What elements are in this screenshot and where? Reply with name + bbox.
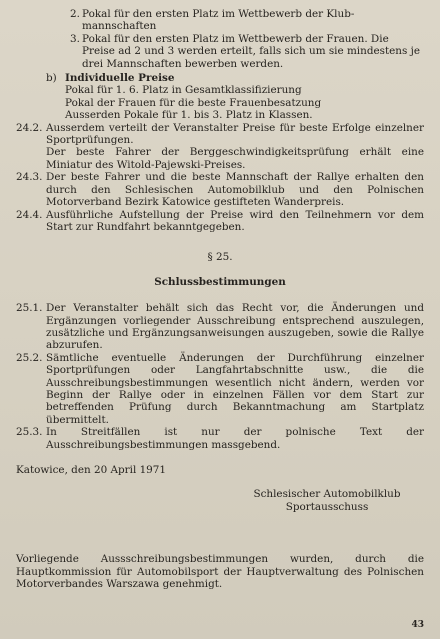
section-text: Der beste Fahrer der Berggeschwindigkeitsprüfung erhält eine Miniatur des Witold-Pajewski-Preises.	[46, 146, 424, 171]
section-25-list	[16, 302, 424, 451]
individual-prize-line: Ausserden Pokale für 1. bis 3. Platz in Klassen.	[65, 109, 313, 122]
signature-committee: Sportausschuss	[285, 500, 369, 513]
pokal-item-3	[70, 33, 424, 70]
section-25-1	[16, 302, 424, 352]
section-number: 24.3.	[16, 171, 43, 184]
individual-prizes-title: Individuelle Preise	[65, 72, 175, 85]
individual-prizes-lines	[65, 84, 424, 121]
section-text: Der Veranstalter behält sich das Recht vor, die Änderungen und Ergänzungen vorliegender Ausschreibung entsprechend auszulegen, zusätzliche und Ergänzungsanweisungen auszugeben, sowie die Rallye abzurufen.	[46, 302, 424, 352]
pokal-list	[70, 8, 424, 70]
pokal-item-text: Pokal für den ersten Platz im Wettbewerb der Frauen. Die Preise ad 2 und 3 werden erteilt, falls sich um sie mindestens je drei Mannschaften bewerben werden.	[82, 32, 420, 70]
section-number	[16, 146, 46, 171]
section-25-3	[16, 426, 424, 451]
section-24-4	[16, 209, 424, 234]
document-body	[16, 8, 424, 590]
section-25-2	[16, 352, 424, 426]
section-text: Der beste Fahrer und die beste Mannschaft der Rallye erhalten den durch den Schlesischen Automobilklub und den Polnischen Motorverband Bezirk Katowice gestifteten Wanderpreis.	[46, 171, 424, 209]
section-text: Ausserdem verteilt der Veranstalter Preise für beste Erfolge einzelner Sportprüfungen.	[46, 121, 424, 147]
individual-prizes-heading	[46, 72, 424, 84]
section-24-3	[16, 171, 424, 208]
section-number: 25.2.	[16, 351, 43, 364]
section-number: 24.4.	[16, 208, 43, 221]
signature-organization: Schlesischer Automobilklub	[253, 488, 401, 501]
individual-prize-line: Pokal für 1. 6. Platz in Gesamtklassifizierung	[65, 84, 302, 97]
section-text: Sämtliche eventuelle Änderungen der Durchführung einzelner Sportprüfungen oder Langfahrtabschnitte usw., die die Ausschreibungsbestimmungen wesentlich nicht ändern, werden vor Beginn der Rallye oder in einzelnen Fällen vor dem Start zur betreffenden Prüfung durch Bekanntmachung am Startplatz übermittelt.	[46, 351, 424, 426]
section-text: Ausführliche Aufstellung der Preise wird den Teilnehmern vor dem Start zur Rundfahrt bekanntgegeben.	[46, 208, 424, 233]
pokal-item-text: Pokal für den ersten Platz im Wettbewerb der Klub-mannschaften	[82, 8, 355, 33]
pokal-item-2	[70, 8, 424, 33]
section-number: 25.3.	[16, 426, 43, 439]
pokal-item-number: 3.	[70, 32, 80, 45]
section-24-2	[16, 122, 424, 147]
page-number: 43	[411, 620, 424, 630]
approval-note: Vorliegende Aussschreibungsbestimmungen wurden, durch die Hauptkommission für Automobilsport der Hauptverwaltung des Polnischen Motorverbandes Warszawa genehmigt.	[16, 553, 424, 591]
paragraph-heading: Schlussbestimmungen	[154, 275, 286, 288]
section-24-2-continued	[16, 146, 424, 171]
section-number: 24.2.	[16, 121, 43, 134]
individual-prizes-label: b)	[46, 72, 57, 85]
section-text: In Streitfällen ist nur der polnische Text der Ausschreibungsbestimmungen massgebend.	[46, 426, 424, 451]
individual-prize-line: Pokal der Frauen für die beste Frauenbesatzung	[65, 96, 322, 109]
section-number: 25.1.	[16, 302, 43, 315]
date-line: Katowice, den 20 April 1971	[16, 464, 167, 476]
individual-prizes-block	[46, 72, 424, 122]
signature-block	[16, 488, 424, 513]
paragraph-number: § 25.	[207, 251, 233, 264]
pokal-item-number: 2.	[70, 8, 80, 20]
section-24-list	[16, 122, 424, 234]
